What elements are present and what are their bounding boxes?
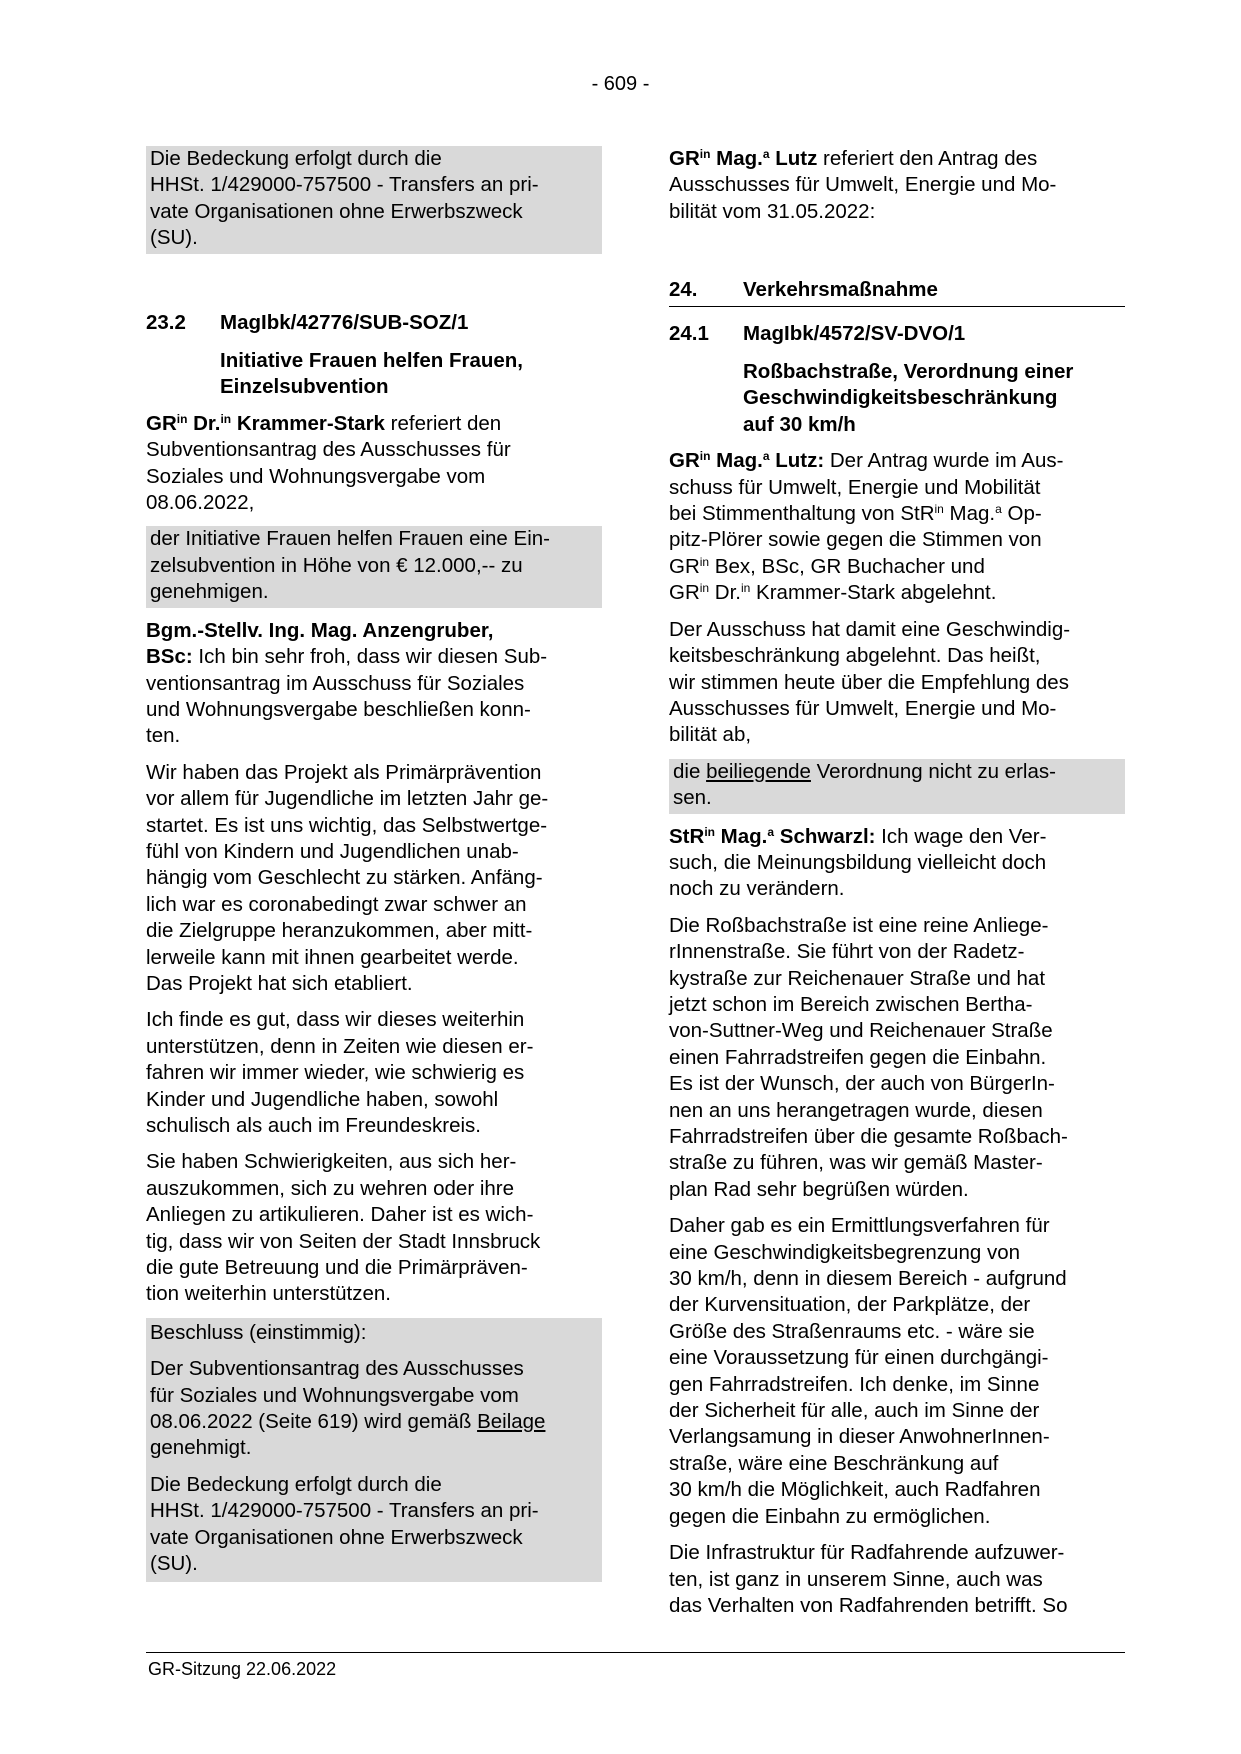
speaker: $GR^{in}$ Mag.$^a$ Lutz:	[669, 449, 825, 473]
line: HHSt. 1/429000-757500 - Transfers an pri-	[150, 1499, 539, 1523]
section-code: MagIbk/4572/SV-DVO/1	[743, 321, 966, 345]
speaker: $GR^{in}$ Dr.$^{in}$ Krammer-Stark	[146, 411, 385, 435]
line: sen.	[673, 786, 712, 810]
footer-session-date: GR-Sitzung 22.06.2022	[148, 1659, 337, 1679]
paragraph-schwarzl: StR$^{in}$ Mag.$^a$ Schwarzl: Ich wage den Ver- such, die Meinungsbildung vielleicht doch noch zu verändern.	[669, 824, 1047, 901]
section-number: 23.2	[146, 310, 186, 334]
spacer	[146, 264, 602, 310]
line: Geschwindigkeitsbeschränkung	[743, 386, 1058, 410]
speaker: $GR^{in}$ Mag.$^a$ Lutz	[669, 147, 818, 170]
paragraph-lutz-intro: $GR^{in}$ Mag.$^a$ Lutz referiert den Antrag des Ausschusses für Umwelt, Energie und Mo- bilität vom 31.05.2022:	[669, 147, 1057, 223]
paragraph-5: Sie haben Schwierigkeiten, aus sich her- auszukommen, sich zu wehren oder ihre Anliegen zu artikulieren. Daher ist es wich- tig, dass wir von Seiten der Stadt Innsbruck die gute Betreuung und die Primärpräven- tion weiterhin unterstützen.	[146, 1150, 541, 1306]
speaker: Bgm.-Stellv. Ing. Mag. Anzengruber, BSc:	[146, 618, 494, 669]
left-column	[146, 146, 602, 1592]
section-title: Verkehrsmaßnahme	[743, 278, 938, 302]
line: Initiative Frauen helfen Frauen,	[220, 349, 524, 373]
line: genehmigen.	[150, 580, 269, 604]
paragraph-3: Wir haben das Projekt als Primärprävention vor allem für Jugendliche im letzten Jahr ge- startet. Es ist uns wichtig, das Selbstwertge- fühl von Kindern und Jugendlichen unab- hängig vom Geschlecht zu stärken. Anfäng- lich war es coronabedingt zwar schwer an die Zielgruppe heranzukommen, aber mitt- lerweile kann mit ihnen gearbeitet werde. Das Projekt hat sich etabliert.	[146, 760, 549, 995]
line: (SU).	[150, 1552, 198, 1576]
line: genehmigt.	[150, 1436, 252, 1460]
section-title	[220, 348, 602, 401]
line: vate Organisationen ohne Erwerbszweck	[150, 1525, 523, 1549]
line: der Initiative Frauen helfen Frauen eine Ein-	[150, 527, 550, 551]
attachment-link[interactable]: beiliegende	[706, 759, 811, 783]
paragraph-lutz: $GR^{in}$ Mag.$^a$ Lutz: Der Antrag wurde im Aus- schuss für Umwelt, Energie und Mobilität bei Stimmenthaltung von StR$^{in}$ Mag.$^a$ Op- pitz-Plörer sowie gegen die Stimmen von $GR^{in}$ Bex, BSc, GR Buchacher und $GR^{in}$ Dr.$^{in}$ Krammer-Stark abgelehnt.	[669, 449, 1064, 605]
funding-note-1	[146, 146, 602, 254]
paragraph-intro: $GR^{in}$ Dr.$^{in}$ Krammer-Stark referiert den Subventionsantrag des Ausschusses für Soziales und Wohnungsvergabe vom 08.06.2022,	[146, 411, 511, 515]
paragraph-anzengruber: Bgm.-Stellv. Ing. Mag. Anzengruber, BSc: Ich bin sehr froh, dass wir diesen Sub- ventionsantrag im Ausschuss für Soziales und Wohnungsvergabe beschließen konn- ten.	[146, 618, 548, 748]
line: Die Bedeckung erfolgt durch die	[150, 1472, 442, 1496]
paragraph-2: Der Ausschuss hat damit eine Geschwindig- keitsbeschränkung abgelehnt. Das heißt, wir stimmen heute über die Empfehlung des Ausschusses für Umwelt, Energie und Mo- bilität ab,	[669, 617, 1071, 747]
spacer	[669, 235, 1125, 277]
section-code: MagIbk/42776/SUB-SOZ/1	[220, 310, 469, 334]
line: Die Bedeckung erfolgt durch die	[150, 147, 442, 170]
section-heading-23-2	[146, 310, 602, 336]
line: vate Organisationen ohne Erwerbszweck	[150, 199, 523, 223]
paragraph-4: Ich finde es gut, dass wir dieses weiterhin unterstützen, denn in Zeiten wie diesen er- fahren wir immer wieder, wie schwierig es Kinder und Jugendliche haben, sowohl schulisch als auch im Freundeskreis.	[146, 1008, 534, 1137]
line: für Soziales und Wohnungsvergabe vom	[150, 1383, 519, 1407]
paragraph-5: Daher gab es ein Ermittlungsverfahren für eine Geschwindigkeitsbegrenzung von 30 km/h, denn in diesem Bereich - aufgrund der Kurvensituation, der Parkplätze, der Größe des Straßenraums etc. - wäre sie eine Voraussetzung für einen durchgängi- gen Fahrradstreifen. Ich denke, im Sinne der Sicherheit für alle, auch im Sinne der Verlangsamung in dieser AnwohnerInnen- straße, wäre eine Beschränkung auf 30 km/h die Möglichkeit, auch Radfahren gegen die Einbahn zu ermöglichen.	[669, 1214, 1067, 1528]
line: 08.06.2022 (Seite 619) wird gemäß Beilage	[150, 1410, 546, 1434]
resolution-label: Beschluss (einstimmig):	[150, 1320, 367, 1344]
line: die beiliegende Verordnung nicht zu erlas-	[673, 759, 1056, 783]
section-heading-24	[669, 277, 1125, 306]
line: HHSt. 1/429000-757500 - Transfers an pri-	[150, 173, 539, 197]
section-title	[743, 359, 1125, 438]
line: zelsubvention in Höhe von € 12.000,-- zu	[150, 553, 523, 577]
speaker: StR$^{in}$ Mag.$^a$ Schwarzl:	[669, 824, 876, 848]
line: auf 30 km/h	[743, 412, 856, 436]
page-number: - 609 -	[591, 73, 650, 95]
motion-box	[146, 526, 602, 607]
paragraph-4: Die Roßbachstraße ist eine reine Anliege- rInnenstraße. Sie führt von der Radetz- kystraße zur Reichenauer Straße und hat jetzt schon im Bereich zwischen Bertha- von-Suttner-Weg und Reichenauer Straße einen Fahrradstreifen gegen die Einbahn. Es ist der Wunsch, der auch von BürgerIn- nen an uns herangetragen wurde, diesen Fahrradstreifen über die gesamte Roßbach- straße zu führen, was wir gemäß Master- plan Rad sehr begrüßen würden.	[669, 913, 1068, 1201]
attachment-link[interactable]: Beilage	[477, 1410, 546, 1434]
right-column	[669, 146, 1125, 1629]
line: Roßbachstraße, Verordnung einer	[743, 360, 1074, 384]
line: Der Subventionsantrag des Ausschusses	[150, 1357, 524, 1381]
section-number: 24.	[669, 278, 698, 302]
motion-box	[669, 759, 1125, 814]
footer-divider	[146, 1652, 1125, 1653]
section-number: 24.1	[669, 321, 709, 345]
section-heading-24-1	[669, 321, 1125, 347]
line: Einzelsubvention	[220, 375, 389, 399]
resolution-box	[146, 1318, 602, 1582]
paragraph-6: Die Infrastruktur für Radfahrende aufzuwer- ten, ist ganz in unserem Sinne, auch was das Verhalten von Radfahrenden betrifft. So	[669, 1541, 1068, 1617]
line: (SU).	[150, 226, 198, 250]
